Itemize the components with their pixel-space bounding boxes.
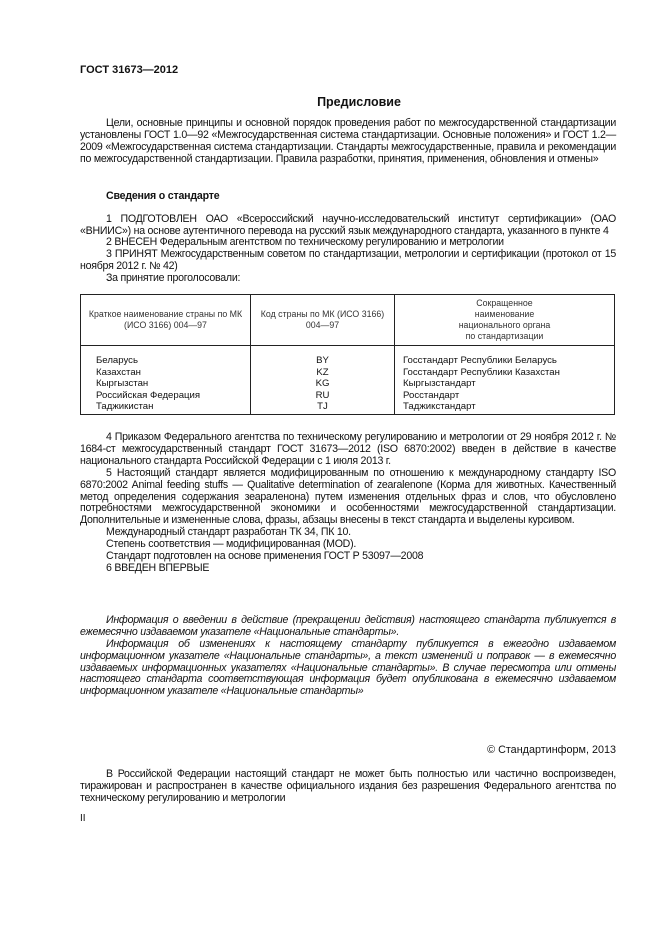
item-6: 6 ВВЕДЕН ВПЕРВЫЕ xyxy=(106,562,210,574)
copyright: © Стандартинформ, 2013 xyxy=(487,744,616,757)
table-row xyxy=(81,401,615,414)
country-cell: Казахстан xyxy=(81,367,251,379)
item-3: 3 ПРИНЯТ Межгосударственным советом по стандартизации, метрологии и сертификации (протокол от 15 ноября 2012 г. № 42) xyxy=(80,248,616,273)
table-row xyxy=(81,346,615,367)
document-id-header: ГОСТ 31673—2012 xyxy=(80,64,179,76)
item-1: 1 ПОДГОТОВЛЕН ОАО «Всероссийский научно-исследовательский институт сертификации» (ОАО «ВНИИС») на основе аутентичного перевода на русский язык международного стандарта, указанного в пункте 4 xyxy=(80,212,616,237)
voted-label: За принятие проголосовали: xyxy=(106,272,241,285)
document-page xyxy=(80,0,616,845)
notice-paragraph-2: Информация об изменениях к настоящему стандарту публикуется в ежегодно издаваемом информационном указателе «Национальные стандарты», а текст изменений и поправок — в ежемесячно издаваемых информационных указателях «Национальные стандарты». В случае пересмотра или отмены настоящего стандарта соответствующая информация будет опубликована в ежемесячно издаваемом информационном указателе «Национальные стандарты» xyxy=(80,637,616,698)
country-cell: Таджикистан xyxy=(81,401,251,414)
item-5-basis: Стандарт подготовлен на основе применения ГОСТ Р 53097—2008 xyxy=(106,550,424,563)
table-header-row xyxy=(81,295,615,346)
table-row xyxy=(81,390,615,402)
item-4: 4 Приказом Федерального агентства по техническому регулированию и метрологии от 29 ноября 2012 г. № 1684-ст межгосударственный стандарт ГОСТ 31673—2012 (ISO 6870:2002) введен в действие в качестве национального стандарта Российской Федерации с 1 июля 2013 г. xyxy=(80,431,616,467)
body-cell: Госстандарт Республики Казахстан xyxy=(395,367,615,379)
code-cell: BY xyxy=(251,346,395,367)
voting-table xyxy=(80,294,615,415)
table-row xyxy=(81,367,615,379)
page-number: II xyxy=(80,812,86,824)
code-cell: KG xyxy=(251,378,395,390)
item-5-degree: Степень соответствия — модифицированная (MOD). xyxy=(106,538,357,551)
legal-notice: В Российской Федерации настоящий стандарт не может быть полностью или частично воспроизведен, тиражирован и распространен в качестве официального издания без разрешения Федерального агентства по техническому регулированию и метрологии xyxy=(80,768,616,805)
item-5-committee: Международный стандарт разработан ТК 34, ПК 10. xyxy=(106,526,351,539)
section-heading: Сведения о стандарте xyxy=(106,189,220,202)
code-cell: RU xyxy=(251,390,395,402)
code-cell: KZ xyxy=(251,367,395,379)
column-header-country: Краткое наименование страны по МК (ИСО 3166) 004—97 xyxy=(81,295,251,346)
item-2: 2 ВНЕСЕН Федеральным агентством по техническому регулированию и метрологии xyxy=(106,236,504,249)
country-cell: Беларусь xyxy=(81,346,251,367)
page-title: Предисловие xyxy=(317,95,401,109)
notice-paragraph-1: Информация о введении в действие (прекращении действия) настоящего стандарта публикуется в ежемесячно издаваемом указателе «Национальные стандарты». xyxy=(80,613,616,638)
body-cell: Росстандарт xyxy=(395,390,615,402)
body-cell: Госстандарт Республики Беларусь xyxy=(395,346,615,367)
column-header-body: Сокращенное наименование национального органа по стандартизации xyxy=(395,295,615,346)
body-cell: Кыргызстандарт xyxy=(395,378,615,390)
table-row xyxy=(81,378,615,390)
country-cell: Российская Федерация xyxy=(81,390,251,402)
column-header-code: Код страны по МК (ИСО 3166) 004—97 xyxy=(251,295,395,346)
code-cell: TJ xyxy=(251,401,395,414)
country-cell: Кыргызстан xyxy=(81,378,251,390)
item-5: 5 Настоящий стандарт является модифицированным по отношению к международному стандарту ISO 6870:2002 Animal feeding stuffs — Qualitative determination of zearalenone (Корма для животных. Качественный метод определения содержания зеараленона) путем изменения отдельных фраз и слов, что обусловлено потребностями межгосударственной экономики и особенностями межгосударственной стандартизации. Дополнительные и измененные слова, фразы, абзацы внесены в текст стандарта и выделены курсивом. xyxy=(80,466,616,527)
body-cell: Таджикстандарт xyxy=(395,401,615,414)
intro-paragraph: Цели, основные принципы и основной порядок проведения работ по межгосударственной стандартизации установлены ГОСТ 1.0—92 «Межгосударственная система стандартизации. Основные положения» и ГОСТ 1.2—2009 «Межгосударственная система стандартизации. Стандарты межгосударственные, правила и рекомендации по межгосударственной стандартизации. Правила разработки, принятия, применения, обновления и отмены» xyxy=(80,117,616,165)
